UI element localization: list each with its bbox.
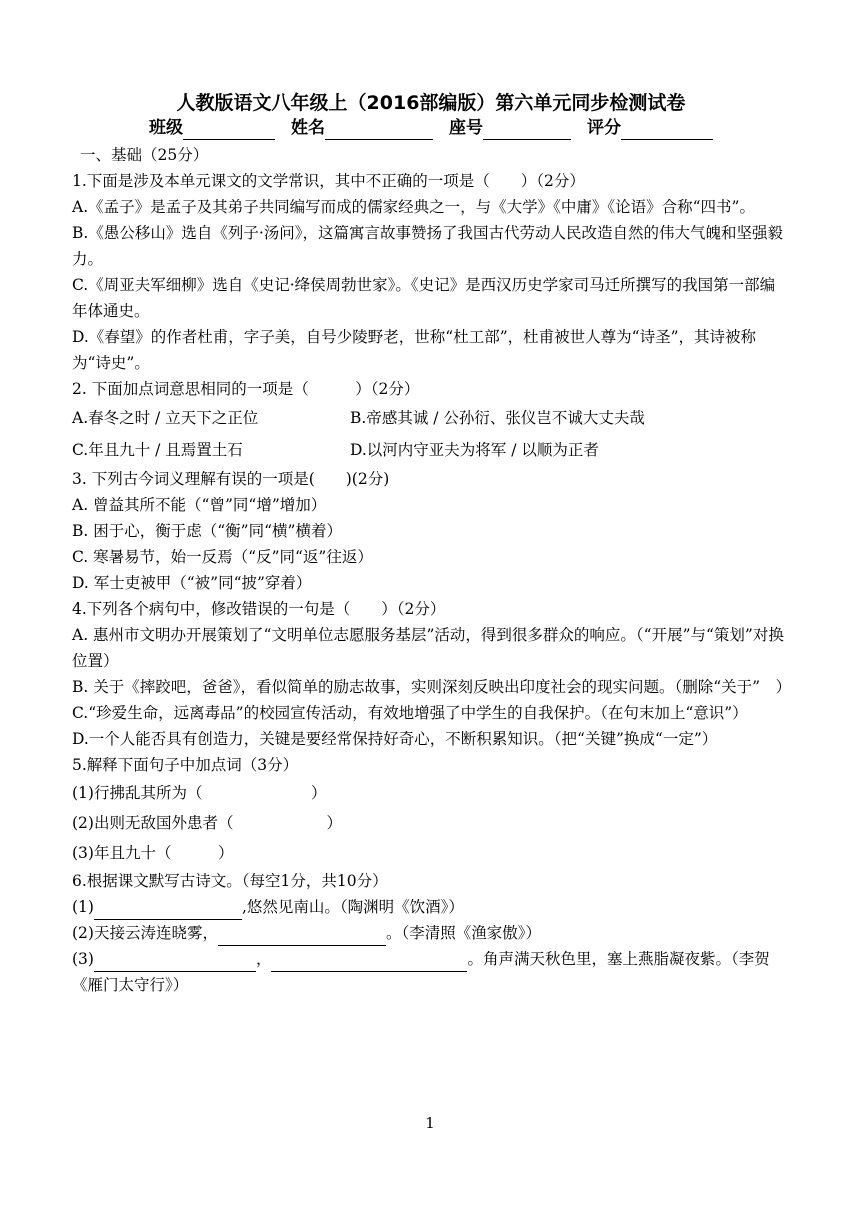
question-1-stem: 1.下面是涉及本单元课文的文学常识，其中不正确的一项是（ ）（2分）	[72, 172, 585, 190]
score-field: 评分	[587, 116, 713, 140]
score-blank[interactable]	[621, 121, 713, 140]
question-4-stem: 4.下列各个病句中，修改错误的一句是（ ）（2分）	[72, 600, 446, 618]
question-1-option-b: B.《愚公移山》选自《列子·汤问》，这篇寓言故事赞扬了我国古代劳动人民改造自然的伟大气魄和坚强毅力。	[72, 224, 783, 268]
question-2-option-d: D.以河内守亚夫为将军 / 以顺为正者	[350, 441, 599, 459]
answer-blank[interactable]	[94, 953, 256, 972]
section-heading: 一、基础（25分）	[80, 146, 209, 164]
question-6-item-3: (3) ， 。角声满天秋色里，塞上燕脂凝夜紫。（李贺《雁门太守行》）	[72, 950, 770, 994]
exam-title: 人教版语文八年级上（2016部编版）第六单元同步检测试卷	[176, 92, 686, 114]
question-1-option-c: C.《周亚夫军细柳》选自《史记·绛侯周勃世家》。《史记》是西汉历史学家司马迁所撰写的我国第一部编年体通史。	[72, 276, 776, 320]
question-3-stem: 3. 下列古今词义理解有误的一项是( )(2分)	[72, 470, 390, 488]
question-2-option-a: A.春冬之时 / 立天下之正位	[72, 409, 259, 427]
question-3-option-a: A. 曾益其所不能（“曾”同“增”增加）	[72, 496, 327, 514]
question-1-option-a: A.《孟子》是孟子及其弟子共同编写而成的儒家经典之一，与《大学》《中庸》《论语》合称“四书”。	[72, 198, 755, 216]
answer-blank[interactable]	[271, 953, 467, 972]
question-6-item-1: (1) ,悠然见南山。（陶渊明《饮酒》）	[72, 894, 790, 920]
page-number: 1	[425, 1114, 435, 1132]
question-2-option-c: C.年且九十 / 且焉置土石	[72, 441, 243, 459]
question-3-option-b: B. 困于心，衡于虑（“衡”同“横”横着）	[72, 522, 342, 540]
question-4-option-d: D.一个人能否具有创造力，关键是要经常保持好奇心，不断积累知识。（把“关键”换成“一定”）	[72, 730, 718, 748]
class-blank[interactable]	[183, 121, 275, 140]
question-2-row-ab	[72, 402, 790, 434]
question-4-option-b: B. 关于《摔跤吧，爸爸》，看似简单的励志故事，实则深刻反映出印度社会的现实问题。（删除“关于” ）	[72, 678, 792, 696]
question-2-row-cd	[72, 434, 790, 466]
question-4-option-c: C.“珍爱生命，远离毒品”的校园宣传活动，有效地增强了中学生的自我保护。（在句末加上“意识”）	[72, 704, 748, 722]
question-2-option-b: B.帝感其诚 / 公孙衍、张仪岂不诚大丈夫哉	[350, 409, 645, 427]
student-info-row	[72, 116, 790, 140]
question-6-stem: 6.根据课文默写古诗文。（每空1分，共10分）	[72, 872, 388, 890]
question-4-option-a: A. 惠州市文明办开展策划了“文明单位志愿服务基层”活动，得到很多群众的响应。（“开展”与“策划”对换位置）	[72, 626, 784, 670]
question-1-option-d: D.《春望》的作者杜甫，字子美，自号少陵野老，世称“杜工部”，杜甫被世人尊为“诗圣”，其诗被称为“诗史”。	[72, 328, 757, 372]
name-field: 姓名	[291, 116, 433, 140]
question-6-item-2: (2)天接云涛连晓雾， 。（李清照《渔家傲》）	[72, 920, 790, 946]
question-5-item-3: (3)年且九十（ ）	[72, 844, 234, 862]
question-5-stem: 5.解释下面句子中加点词（3分）	[72, 756, 299, 774]
question-2-stem: 2. 下面加点词意思相同的一项是（ ）（2分）	[72, 380, 420, 398]
question-5-item-2: (2)出则无敌国外患者（ ）	[72, 814, 342, 832]
question-3-option-c: C. 寒暑易节，始一反焉（“反”同“返”往返）	[72, 548, 373, 566]
question-3-option-d: D. 军士吏被甲（“被”同“披”穿着）	[72, 574, 312, 592]
name-blank[interactable]	[325, 121, 433, 140]
seat-field: 座号	[449, 116, 571, 140]
question-5-item-1: (1)行拂乱其所为（ ）	[72, 784, 327, 802]
seat-blank[interactable]	[483, 121, 571, 140]
answer-blank[interactable]	[94, 901, 242, 920]
answer-blank[interactable]	[218, 927, 386, 946]
class-field: 班级	[149, 116, 275, 140]
exam-page	[72, 90, 790, 998]
